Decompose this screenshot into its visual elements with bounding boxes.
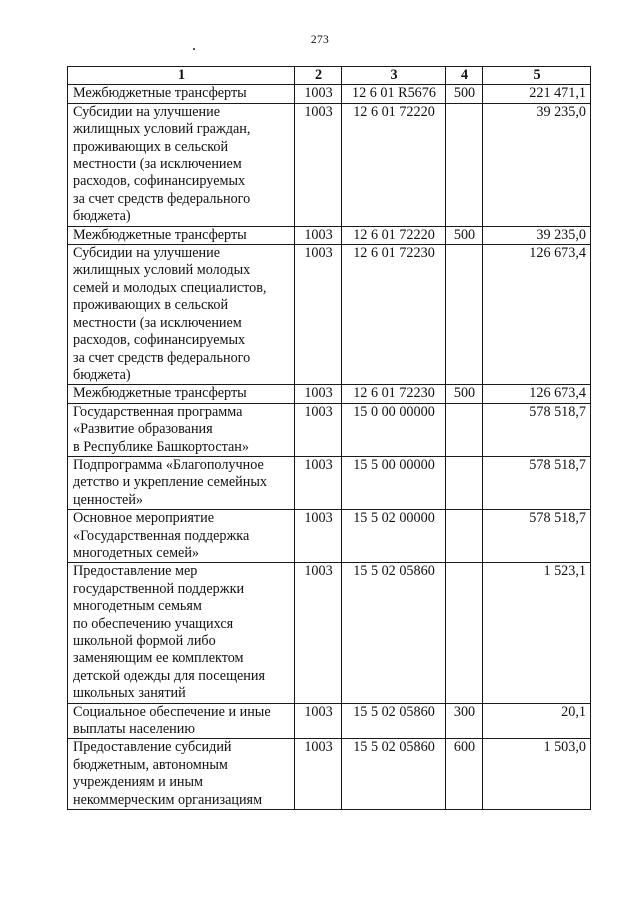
- expense-type-cell: [446, 563, 483, 703]
- amount-cell: 39 235,0: [483, 226, 591, 244]
- expense-name-cell: Подпрограмма «Благополучное детство и укрепление семейных ценностей»: [68, 456, 295, 509]
- target-article-cell: 12 6 01 72230: [342, 385, 446, 403]
- column-header: 4: [446, 67, 483, 85]
- expense-type-cell: [446, 456, 483, 509]
- expense-type-cell: [446, 510, 483, 563]
- table-row: [68, 563, 591, 703]
- target-article-cell: 15 0 00 00000: [342, 403, 446, 456]
- target-article-cell: 15 5 02 05860: [342, 739, 446, 810]
- target-article-cell: 12 6 01 72230: [342, 245, 446, 385]
- table-row: [68, 85, 591, 103]
- target-article-cell: 15 5 02 00000: [342, 510, 446, 563]
- section-code-cell: 1003: [295, 703, 342, 739]
- target-article-cell: 15 5 00 00000: [342, 456, 446, 509]
- section-code-cell: 1003: [295, 103, 342, 226]
- column-header: 2: [295, 67, 342, 85]
- column-header: 5: [483, 67, 591, 85]
- expense-type-cell: [446, 103, 483, 226]
- section-code-cell: 1003: [295, 456, 342, 509]
- table-row: [68, 103, 591, 226]
- column-header: 1: [68, 67, 295, 85]
- amount-cell: 20,1: [483, 703, 591, 739]
- table-row: [68, 226, 591, 244]
- target-article-cell: 12 6 01 72220: [342, 226, 446, 244]
- expense-type-cell: [446, 245, 483, 385]
- section-code-cell: 1003: [295, 226, 342, 244]
- amount-cell: 39 235,0: [483, 103, 591, 226]
- section-code-cell: 1003: [295, 85, 342, 103]
- expense-type-cell: 500: [446, 226, 483, 244]
- expense-name-cell: Межбюджетные трансферты: [68, 226, 295, 244]
- amount-cell: 578 518,7: [483, 456, 591, 509]
- expense-name-cell: Социальное обеспечение и иные выплаты населению: [68, 703, 295, 739]
- expense-name-cell: Основное мероприятие «Государственная поддержка многодетных семей»: [68, 510, 295, 563]
- table-row: [68, 385, 591, 403]
- table-row: [68, 403, 591, 456]
- section-code-cell: 1003: [295, 403, 342, 456]
- expense-type-cell: 300: [446, 703, 483, 739]
- target-article-cell: 15 5 02 05860: [342, 703, 446, 739]
- section-code-cell: 1003: [295, 563, 342, 703]
- scan-speck: [193, 48, 195, 50]
- page-number: 273: [310, 34, 330, 46]
- expense-name-cell: Предоставление субсидий бюджетным, автономным учреждениям и иным некоммерческим организациям: [68, 739, 295, 810]
- amount-cell: 1 523,1: [483, 563, 591, 703]
- budget-table: [67, 66, 591, 810]
- expense-name-cell: Межбюджетные трансферты: [68, 85, 295, 103]
- amount-cell: 126 673,4: [483, 385, 591, 403]
- expense-type-cell: 500: [446, 385, 483, 403]
- column-header: 3: [342, 67, 446, 85]
- expense-name-cell: Государственная программа «Развитие образования в Республике Башкортостан»: [68, 403, 295, 456]
- expense-type-cell: 600: [446, 739, 483, 810]
- target-article-cell: 12 6 01 72220: [342, 103, 446, 226]
- expense-type-cell: 500: [446, 85, 483, 103]
- amount-cell: 126 673,4: [483, 245, 591, 385]
- section-code-cell: 1003: [295, 245, 342, 385]
- expense-name-cell: Субсидии на улучшение жилищных условий граждан, проживающих в сельской местности (за исключением расходов, софинансируемых за счет средств федерального бюджета): [68, 103, 295, 226]
- amount-cell: 578 518,7: [483, 403, 591, 456]
- amount-cell: 1 503,0: [483, 739, 591, 810]
- table-row: [68, 245, 591, 385]
- section-code-cell: 1003: [295, 510, 342, 563]
- expense-name-cell: Предоставление мер государственной поддержки многодетным семьям по обеспечению учащихся школьной формой либо заменяющим ее комплектом детской одежды для посещения школьных занятий: [68, 563, 295, 703]
- table-row: [68, 456, 591, 509]
- section-code-cell: 1003: [295, 385, 342, 403]
- table-row: [68, 739, 591, 810]
- expense-type-cell: [446, 403, 483, 456]
- amount-cell: 578 518,7: [483, 510, 591, 563]
- table-row: [68, 703, 591, 739]
- table-row: [68, 510, 591, 563]
- expense-name-cell: Субсидии на улучшение жилищных условий молодых семей и молодых специалистов, проживающих в сельской местности (за исключением расходов, софинансируемых за счет средств федерального бюджета): [68, 245, 295, 385]
- expense-name-cell: Межбюджетные трансферты: [68, 385, 295, 403]
- target-article-cell: 15 5 02 05860: [342, 563, 446, 703]
- section-code-cell: 1003: [295, 739, 342, 810]
- amount-cell: 221 471,1: [483, 85, 591, 103]
- target-article-cell: 12 6 01 R5676: [342, 85, 446, 103]
- table-header-row: [68, 67, 591, 85]
